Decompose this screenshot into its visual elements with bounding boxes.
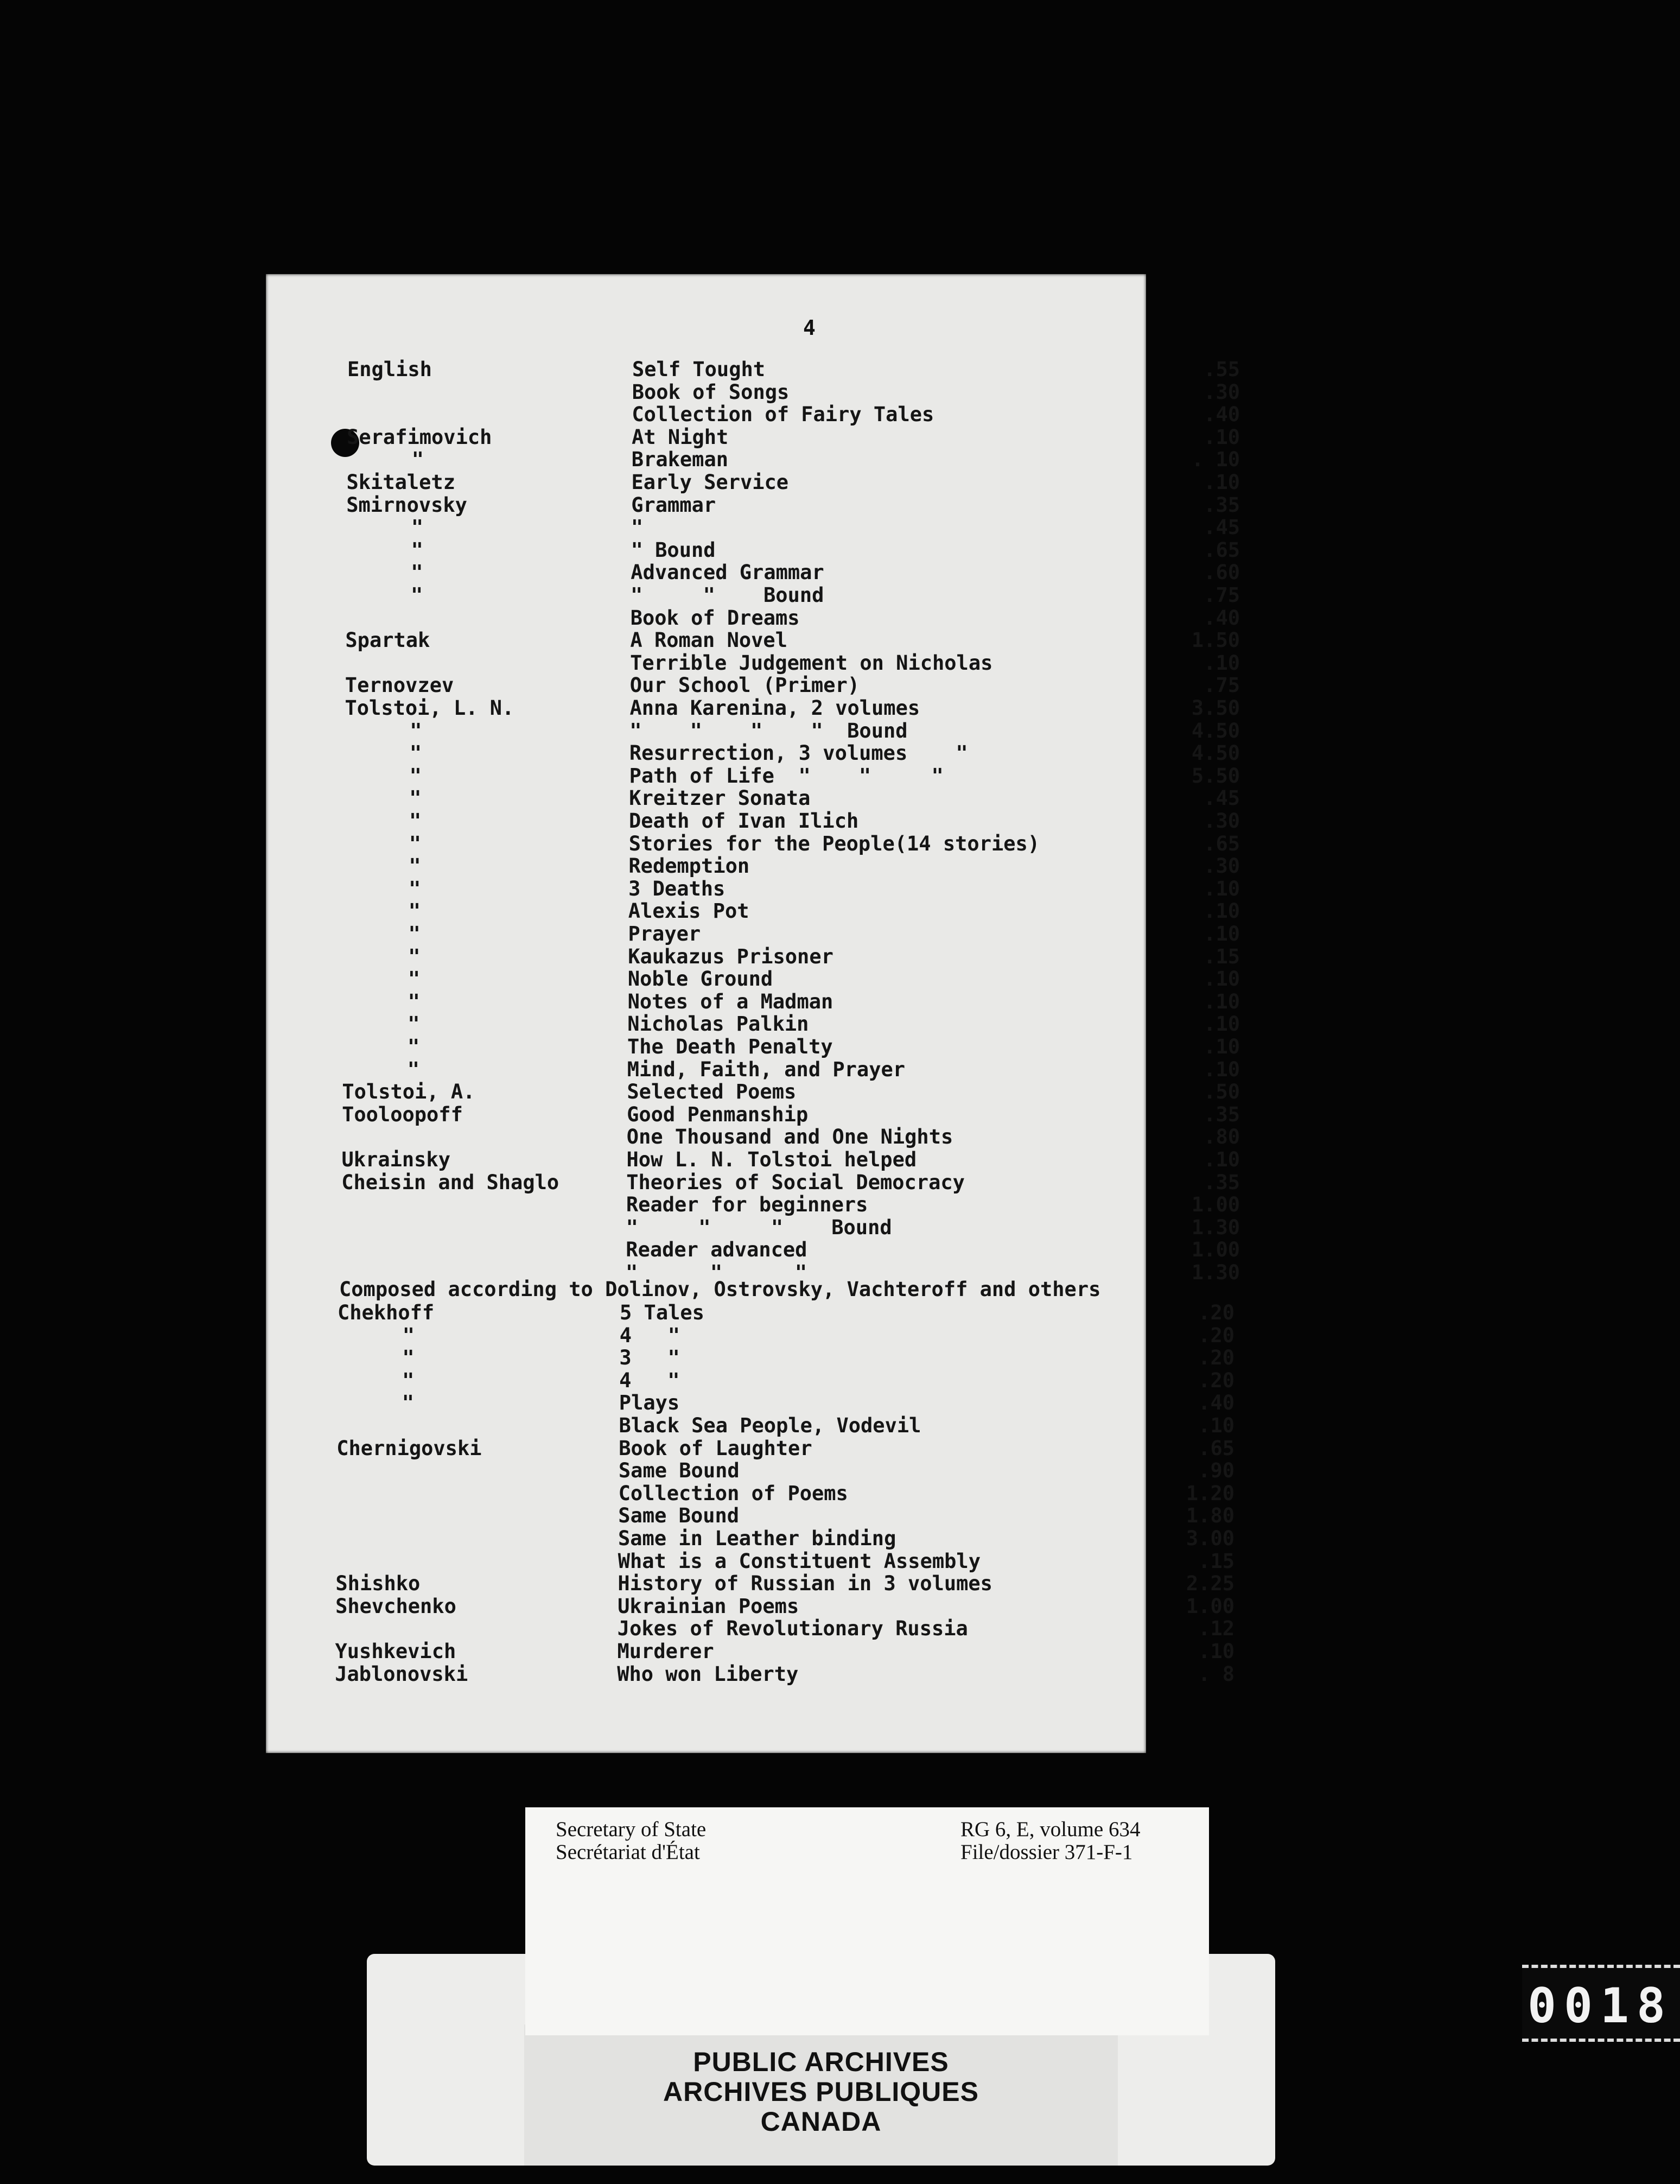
catalog-row (0, 471, 1680, 494)
entry-price: .20 (1198, 1301, 1234, 1324)
catalog-row (0, 833, 1680, 855)
entry-price: .65 (1204, 831, 1240, 855)
catalog-row (0, 1216, 1680, 1239)
catalog-row (0, 1527, 1680, 1550)
entry-title: Selected Poems (627, 1080, 797, 1104)
catalog-row (0, 1239, 1680, 1261)
entry-title: Early Service (631, 471, 789, 494)
entry-price: .50 (1204, 1080, 1240, 1104)
entry-author: " (411, 538, 423, 562)
entry-price: .75 (1204, 583, 1240, 607)
entry-author: " (409, 854, 421, 878)
department-en: Secretary of State (556, 1818, 707, 1841)
catalog-row (0, 1414, 1680, 1437)
entry-price: . 10 (1191, 448, 1240, 472)
catalog-row (0, 1013, 1680, 1036)
entry-author: " (411, 583, 423, 607)
entry-price: .20 (1198, 1323, 1234, 1347)
entry-price: .80 (1204, 1125, 1240, 1149)
entry-author: " (411, 448, 424, 472)
entry-author: " (402, 1368, 415, 1392)
department-fr: Secrétariat d'État (556, 1840, 700, 1864)
catalog-row (0, 1193, 1680, 1216)
entry-price: .10 (1204, 1035, 1240, 1058)
entry-price: .20 (1198, 1346, 1234, 1370)
page-number: 4 (803, 316, 816, 340)
entry-title: Plays (619, 1391, 680, 1415)
entry-author: " (408, 967, 421, 991)
entry-title: Resurrection, 3 volumes " (629, 741, 968, 765)
catalog-row (0, 923, 1680, 945)
entry-title: Redemption (628, 854, 750, 878)
entry-title: Good Penmanship (627, 1102, 809, 1126)
catalog-row (0, 494, 1680, 517)
entry-price: .10 (1204, 1148, 1240, 1171)
entry-price: 1.80 (1186, 1504, 1234, 1528)
entry-title: One Thousand and One Nights (626, 1125, 953, 1149)
entry-author: " (408, 922, 421, 945)
entry-title: Prayer (628, 922, 701, 945)
entry-author: " (409, 786, 422, 810)
entry-price: .35 (1204, 1102, 1240, 1126)
entry-author: Shishko (335, 1572, 421, 1596)
entry-price: .10 (1204, 989, 1240, 1013)
entry-price: .10 (1204, 967, 1240, 991)
entry-title: Mind, Faith, and Prayer (627, 1057, 906, 1081)
entry-author: " (408, 944, 421, 968)
catalog-row (0, 968, 1680, 991)
entry-title: Black Sea People, Vodevil (619, 1414, 921, 1437)
entry-price: .40 (1204, 606, 1240, 630)
entry-price: .40 (1198, 1391, 1234, 1415)
catalog-row (0, 1148, 1680, 1171)
entry-price: .10 (1198, 1414, 1234, 1437)
catalog-row (0, 1482, 1680, 1505)
entry-price: .30 (1204, 809, 1240, 833)
entry-title: Brakeman (631, 448, 729, 472)
entry-title: Collection of Fairy Tales (632, 403, 934, 427)
catalog-row (0, 1392, 1680, 1414)
entry-title: Stories for the People(14 stories) (628, 831, 1040, 855)
entry-price: 1.20 (1186, 1481, 1234, 1505)
catalog-row (0, 697, 1680, 720)
entry-author: " (410, 719, 422, 742)
entry-title: Book of Songs (632, 380, 790, 404)
catalog-row (0, 607, 1680, 630)
catalog-row (0, 1301, 1680, 1324)
entry-price: 4.50 (1191, 719, 1240, 742)
entry-title: " " " " Bound (629, 719, 908, 742)
catalog-row (0, 1347, 1680, 1369)
entry-author: Tolstoi, L. N. (345, 696, 514, 720)
catalog-row (0, 855, 1680, 878)
entry-price: .45 (1204, 786, 1240, 810)
composed-note: Composed according to Dolinov, Ostrovsky, Vachteroff and others (339, 1278, 1101, 1301)
entry-author: " (411, 561, 423, 585)
entry-price: 1.00 (1186, 1594, 1234, 1618)
film-frame-counter (1522, 1965, 1680, 2042)
entry-title: Kreitzer Sonata (629, 786, 811, 810)
entry-price: 2.25 (1186, 1572, 1234, 1596)
entry-author: " (409, 741, 422, 765)
entry-price: .45 (1204, 516, 1240, 539)
entry-author: " (409, 877, 421, 900)
catalog-row (0, 1081, 1680, 1103)
entry-author: " (409, 809, 422, 833)
entry-title: Grammar (631, 493, 716, 517)
catalog-row (0, 787, 1680, 810)
entry-author: English (347, 358, 432, 381)
catalog-row (0, 426, 1680, 449)
catalog-row (0, 1036, 1680, 1058)
catalog-row (0, 945, 1680, 968)
catalog-row (0, 358, 1680, 381)
catalog-row (0, 448, 1680, 471)
entry-author: " (408, 1035, 420, 1058)
catalog-row (0, 629, 1680, 652)
catalog-row (0, 1572, 1680, 1595)
entry-title: A Roman Novel (630, 628, 787, 652)
entry-title: Self Tought (632, 358, 766, 381)
entry-author: Ukrainsky (341, 1148, 450, 1171)
entry-title: Advanced Grammar (631, 561, 824, 585)
entry-author: Smirnovsky (346, 493, 467, 517)
catalog-row (0, 1369, 1680, 1392)
entry-title: Path of Life " " " (629, 764, 944, 788)
entry-title: " " Bound (631, 583, 824, 607)
entry-price: .55 (1204, 358, 1240, 381)
entry-title: Nicholas Palkin (627, 1012, 809, 1036)
catalog-row (0, 810, 1680, 833)
entry-price: 3.00 (1186, 1527, 1234, 1550)
entry-title: Notes of a Madman (627, 989, 833, 1013)
entry-author: Ternovzev (345, 674, 454, 697)
entry-price: .10 (1198, 1640, 1234, 1663)
entry-title: Reader for beginners (626, 1193, 868, 1217)
entry-author: " (411, 516, 424, 539)
catalog-row (0, 403, 1680, 426)
entry-price: .10 (1204, 471, 1240, 494)
entry-price: .40 (1204, 403, 1240, 427)
entry-author: " (409, 831, 421, 855)
entry-price: .30 (1204, 854, 1240, 878)
entry-price: .90 (1198, 1459, 1234, 1483)
entry-price: .75 (1204, 674, 1240, 697)
catalog-row (0, 1459, 1680, 1482)
entry-title: How L. N. Tolstoi helped (626, 1148, 917, 1171)
entry-price: 3.50 (1191, 696, 1240, 720)
archive-line-1: PUBLIC ARCHIVES (693, 2047, 949, 2077)
entry-title: Terrible Judgement on Nicholas (630, 651, 993, 675)
entry-title: Death of Ivan Ilich (629, 809, 859, 833)
entry-title: What is a Constituent Assembly (618, 1549, 981, 1573)
frame-number: 0018 (1528, 1978, 1673, 2034)
entry-author: Jablonovski (335, 1662, 468, 1686)
entry-author: Spartak (345, 628, 430, 652)
entry-price: .65 (1198, 1436, 1234, 1460)
catalog-row (0, 1550, 1680, 1573)
entry-price: .10 (1204, 1057, 1240, 1081)
entry-title: Same Bound (618, 1504, 740, 1528)
entry-title: The Death Penalty (627, 1035, 833, 1058)
catalog-row (0, 1504, 1680, 1527)
catalog-row (0, 900, 1680, 923)
catalog-row (0, 1595, 1680, 1618)
entry-title: Ukrainian Poems (618, 1594, 799, 1618)
entry-title: History of Russian in 3 volumes (618, 1572, 992, 1596)
archive-line-3: CANADA (760, 2106, 882, 2137)
catalog-row (0, 742, 1680, 765)
entry-title: Alexis Pot (628, 899, 749, 923)
entry-title: Reader advanced (626, 1238, 807, 1262)
archive-stamp-area (524, 2024, 1118, 2166)
entry-author: Cheisin and Shaglo (341, 1170, 559, 1194)
entry-price: .15 (1198, 1549, 1234, 1573)
entry-title: Same in Leather binding (618, 1527, 896, 1550)
catalog-row (0, 652, 1680, 675)
reference-file: File/dossier 371-F-1 (960, 1840, 1133, 1864)
catalog-row (0, 1058, 1680, 1081)
entry-author: " (408, 1012, 420, 1036)
catalog-row (0, 674, 1680, 697)
entry-price: .10 (1204, 425, 1240, 449)
entry-price: .60 (1204, 561, 1240, 585)
catalog-row (0, 381, 1680, 404)
catalog-row (0, 991, 1680, 1013)
entry-author: Yushkevich (335, 1640, 456, 1663)
entry-title: Who won Liberty (617, 1662, 799, 1686)
entry-title: At Night (632, 425, 729, 449)
entry-title: Collection of Poems (618, 1481, 848, 1505)
entry-price: .35 (1204, 493, 1240, 517)
entry-author: Tooloopoff (342, 1102, 463, 1126)
entry-price: .20 (1198, 1368, 1234, 1392)
reference-volume: RG 6, E, volume 634 (960, 1818, 1141, 1841)
entry-price: .30 (1204, 380, 1240, 404)
catalog-row (0, 765, 1680, 788)
entry-price: .35 (1204, 1170, 1240, 1194)
entry-title: Theories of Social Democracy (626, 1170, 965, 1194)
entry-author: " (408, 899, 421, 923)
catalog-row (0, 561, 1680, 584)
entry-price: 1.30 (1191, 1215, 1240, 1239)
entry-author: " (402, 1346, 415, 1370)
catalog-row (0, 720, 1680, 742)
entry-price: .10 (1204, 1012, 1240, 1036)
entry-price: 5.50 (1191, 764, 1240, 788)
entry-title: 4 " (619, 1368, 680, 1392)
entry-price: .10 (1204, 922, 1240, 945)
catalog-row (0, 516, 1680, 539)
entry-price: .15 (1204, 944, 1240, 968)
catalog-row (0, 878, 1680, 900)
entry-title: 4 " (619, 1323, 680, 1347)
catalog-row (0, 539, 1680, 562)
entry-title: 3 Deaths (628, 877, 726, 900)
entry-title: Anna Karenina, 2 volumes (629, 696, 920, 720)
entry-price: .12 (1198, 1617, 1234, 1641)
entry-title: " " " Bound (626, 1215, 892, 1239)
entry-price: 1.00 (1191, 1193, 1240, 1217)
catalog-row (0, 1171, 1680, 1194)
entry-author: Shevchenko (335, 1594, 456, 1618)
archive-reference-card (525, 1807, 1209, 2035)
entry-title: Same Bound (618, 1459, 740, 1483)
entry-author: Tolstoi, A. (342, 1080, 475, 1104)
catalog-row (0, 1663, 1680, 1686)
entry-title: " " " (626, 1261, 807, 1284)
catalog-row (0, 1437, 1680, 1460)
catalog-row (0, 1617, 1680, 1640)
entry-title: 5 Tales (620, 1301, 704, 1324)
catalog-row (0, 1126, 1680, 1148)
entry-title: Our School (Primer) (629, 674, 860, 697)
entry-price: .10 (1204, 877, 1240, 900)
entry-author: " (408, 989, 420, 1013)
entry-title: Murderer (617, 1640, 714, 1663)
entry-title: Book of Laughter (619, 1436, 812, 1460)
entry-title: Kaukazus Prisoner (628, 944, 833, 968)
entry-price: 1.00 (1191, 1238, 1240, 1262)
entry-author: " (407, 1057, 419, 1081)
entry-price: 1.50 (1191, 628, 1240, 652)
entry-price: .10 (1204, 651, 1240, 675)
entry-price: . 8 (1198, 1662, 1234, 1686)
entry-title: " (631, 516, 644, 539)
entry-price: 4.50 (1191, 741, 1240, 765)
catalog-row (0, 1324, 1680, 1347)
entry-author: Chernigovski (336, 1436, 482, 1460)
entry-title: Book of Dreams (630, 606, 800, 630)
catalog-row (0, 1640, 1680, 1663)
entry-author: Chekhoff (338, 1301, 435, 1324)
entry-title: Jokes of Revolutionary Russia (617, 1617, 968, 1641)
entry-author: Skitaletz (346, 471, 455, 494)
entry-title: Noble Ground (627, 967, 773, 991)
catalog-row (0, 584, 1680, 607)
archive-line-2: ARCHIVES PUBLIQUES (663, 2077, 979, 2107)
entry-author: " (402, 1323, 415, 1347)
entry-author: " (402, 1391, 415, 1415)
entry-price: 1.30 (1191, 1261, 1240, 1284)
entry-price: .65 (1204, 538, 1240, 562)
entry-title: 3 " (619, 1346, 680, 1370)
entry-author: " (409, 764, 422, 788)
entry-author: Serafimovich (347, 425, 492, 449)
catalog-row (0, 1103, 1680, 1126)
entry-price: .10 (1204, 899, 1240, 923)
entry-title: " Bound (631, 538, 716, 562)
